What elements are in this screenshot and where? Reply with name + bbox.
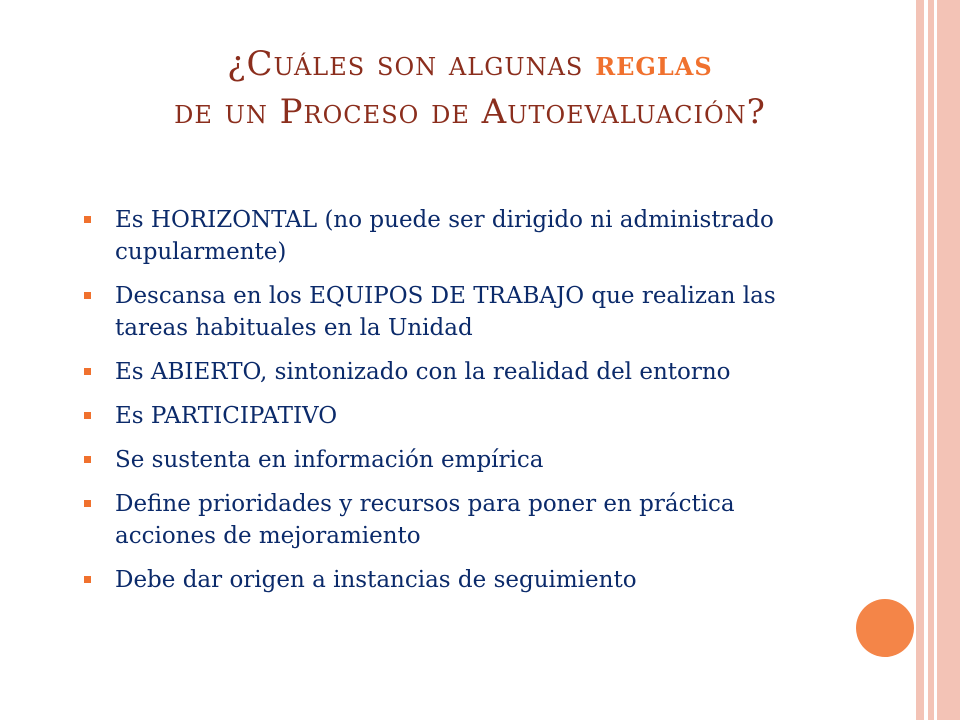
bullet-marker-icon bbox=[84, 216, 91, 223]
bullet-text: Se sustenta en información empírica bbox=[115, 447, 544, 473]
bullet-item bbox=[84, 488, 804, 552]
decorative-circle bbox=[856, 599, 914, 657]
bullet-item bbox=[84, 564, 804, 596]
bullet-item bbox=[84, 444, 804, 476]
bullet-item bbox=[84, 280, 804, 344]
decorative-stripe bbox=[916, 0, 924, 720]
bullet-text: Debe dar origen a instancias de seguimiento bbox=[115, 567, 637, 593]
bullet-marker-icon bbox=[84, 500, 91, 507]
bullet-text: Es ABIERTO, sintonizado con la realidad del entorno bbox=[115, 359, 731, 385]
bullet-text: Define prioridades y recursos para poner en práctica acciones de mejoramiento bbox=[115, 491, 735, 549]
title-accent-word: reglas bbox=[595, 44, 713, 84]
bullet-text: Es HORIZONTAL (no puede ser dirigido ni administrado cupularmente) bbox=[115, 207, 774, 265]
bullet-marker-icon bbox=[84, 412, 91, 419]
title-prefix: ¿Cuáles son algunas bbox=[227, 44, 596, 84]
bullet-marker-icon bbox=[84, 456, 91, 463]
bullet-text: Es PARTICIPATIVO bbox=[115, 403, 338, 429]
title-line-1 bbox=[40, 40, 900, 88]
bullet-item bbox=[84, 356, 804, 388]
bullet-item bbox=[84, 400, 804, 432]
bullet-marker-icon bbox=[84, 368, 91, 375]
decorative-stripe bbox=[937, 0, 960, 720]
title-line-2: de un Proceso de Autoevaluación? bbox=[174, 92, 766, 132]
bullet-marker-icon bbox=[84, 576, 91, 583]
bullet-marker-icon bbox=[84, 292, 91, 299]
slide-title bbox=[40, 40, 900, 136]
bullet-item bbox=[84, 204, 804, 268]
bullet-text: Descansa en los EQUIPOS DE TRABAJO que realizan las tareas habituales en la Unidad bbox=[115, 283, 776, 341]
bullet-list bbox=[84, 204, 804, 608]
